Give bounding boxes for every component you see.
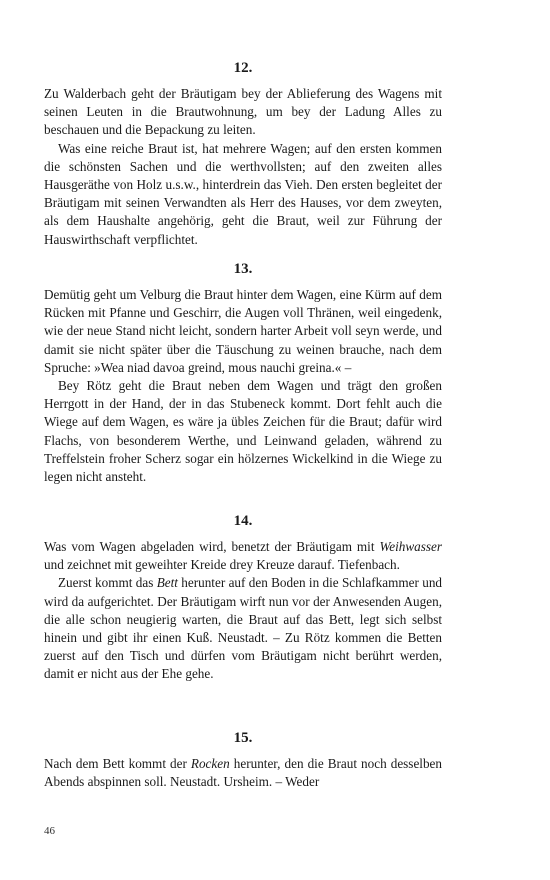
text-run: herunter, den die Braut noch desselben Abends abspinnen soll. Neustadt. Ursheim. – Weder: [44, 756, 442, 790]
text-run: und zeichnet mit geweihter Kreide drey Kreuze darauf. Tiefenbach.: [44, 557, 400, 573]
text-run: Zuerst kommt das: [58, 575, 157, 591]
paragraph: Zu Walderbach geht der Bräutigam bey der Ablieferung des Wagens mit seinen Leuten in die Brautwohnung, um bey der Ladung Alles zu beschauen und die Bepackung zu leiten.: [44, 86, 442, 138]
paragraph: Bey Rötz geht die Braut neben dem Wagen und trägt den großen Herrgott in der Hand, der in das Stubeneck kommt. Dort fehlt auch die Wiege auf dem Wagen, es wäre ja übles Zeichen für die Braut; dafür wird Flachs, von besonderem Werthe, und Leinwand geladen, während zu Treffelstein froher Scherz sogar ein hölzernes Wickelkind in die Wiege zu legen nicht ansteht.: [44, 378, 442, 485]
paragraph: [44, 755, 442, 791]
section-13: [44, 259, 442, 486]
section-heading: 13.: [233, 261, 253, 277]
text-run: herunter auf den Boden in die Schlafkammer und wird da aufgerichtet. Der Bräutigam wirft nun vor der Anwesenden Augen, die alle schon neugierig warten, die Braut auf das Bett, legt sich selbst hinein und gibt ihr einen Kuß. Neustadt. – Zu Rötz kommen die Betten zuerst auf den Tisch und dürfen vom Bräutigam nicht berührt werden, damit er nicht aus der Ehe gehe.: [44, 575, 443, 682]
section-12: [44, 58, 442, 249]
paragraph: [44, 538, 442, 574]
section-heading: 12.: [233, 60, 253, 76]
text-run: Nach dem Bett kommt der: [44, 756, 191, 771]
emphasis: Bett: [156, 575, 178, 591]
paragraph: [44, 574, 442, 683]
paragraph: Was eine reiche Braut ist, hat mehrere Wagen; auf den ersten kommen die schönsten Sachen und die werthvollsten; auf den zweiten alles Hausgeräthe von Holz u.s.w., hinterdrein das Vieh. Den ersten begleitet der Bräutigam mit seinen Verwandten als Herr des Hauses, vor dem zweyten, als dem Haushalte angehörig, geht die Braut, weil zur Führung der Hauswirthschaft verpflichtet.: [44, 140, 442, 247]
text-run: Was vom Wagen abgeladen wird, benetzt der Bräutigam mit: [44, 539, 380, 554]
section-15: [44, 728, 442, 791]
section-heading: 15.: [233, 730, 253, 746]
page-number: 46: [44, 825, 55, 837]
paragraph: Demütig geht um Velburg die Braut hinter dem Wagen, eine Kürm auf dem Rücken mit Pfanne und Geschirr, die Augen voll Thränen, weil eingedenk, wie der neue Stand nicht leicht, sondern harter Arbeit voll seyn werde, und damit sie nicht später über die Täuschung zu weinen brauche, nach dem Spruche: »Wea niad davoa greind, mous nauchi greina.« –: [44, 287, 442, 375]
section-heading: 14.: [233, 513, 253, 529]
emphasis: Rocken: [190, 756, 230, 771]
section-14: [44, 511, 442, 684]
emphasis: Weihwasser: [379, 539, 442, 554]
